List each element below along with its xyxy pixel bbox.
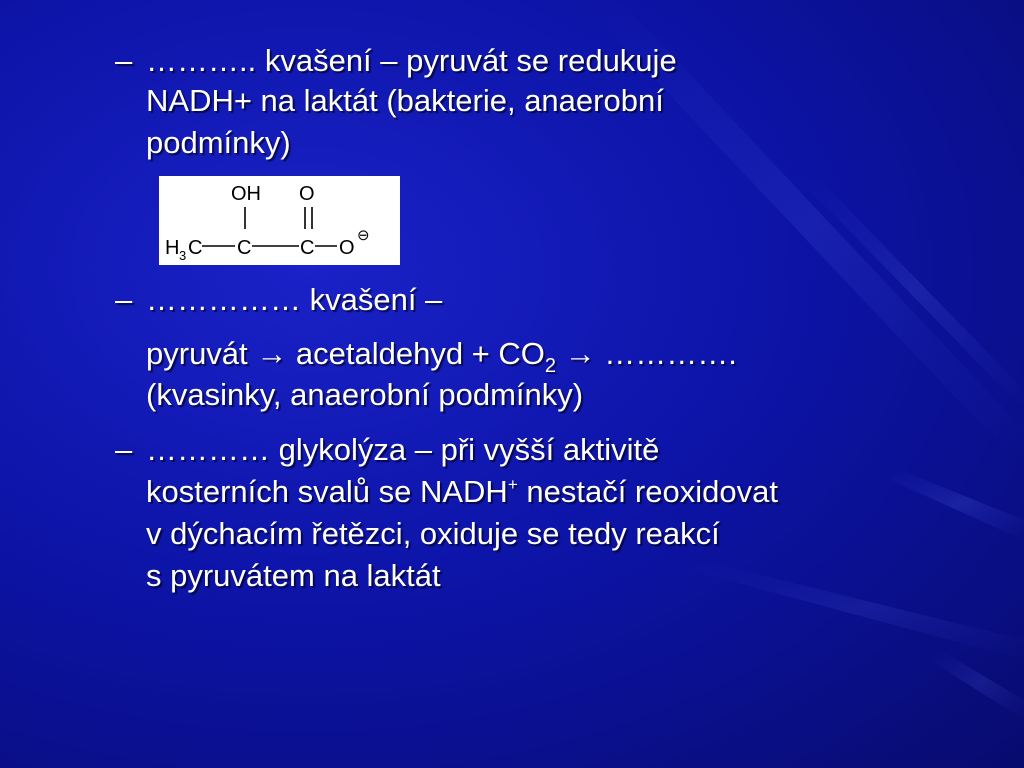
bullet3-line4: s pyruvátem na laktát bbox=[146, 558, 441, 593]
bullet-dash: – bbox=[115, 43, 133, 78]
bullet2-line3: (kvasinky, anaerobní podmínky) bbox=[146, 377, 584, 412]
bullet3-line2 bbox=[146, 471, 778, 518]
bullet1-line3: podmínky) bbox=[146, 125, 291, 160]
bullet2-line2-text-a: pyruvát → acetaldehyd + CO bbox=[146, 336, 545, 371]
formula-c-alpha: C bbox=[237, 237, 252, 259]
bullet2-line2-text-b: → …………. bbox=[556, 336, 737, 371]
bullet3-line2-text-a: kosterních svalů se NADH bbox=[146, 474, 508, 509]
bullet3-line3: v dýchacím řetězci, oxiduje se tedy reakcí bbox=[146, 516, 720, 551]
formula-negative-charge: ⊖ bbox=[357, 227, 370, 244]
nadh-superscript: + bbox=[507, 475, 518, 494]
bullet1-line2: NADH+ na laktát (bakterie, anaerobní bbox=[146, 83, 664, 118]
formula-o-carbonyl: O bbox=[299, 183, 315, 205]
lactate-formula-image bbox=[159, 176, 400, 265]
bullet-dash: – bbox=[115, 282, 133, 317]
bullet2-line1: …………… kvašení – bbox=[146, 282, 443, 317]
formula-c-methyl: C bbox=[188, 237, 203, 259]
formula-c-carboxyl: C bbox=[300, 237, 315, 259]
bullet3-line2-text-b: nestačí reoxidovat bbox=[517, 474, 778, 509]
formula-subscript-3: 3 bbox=[179, 248, 187, 263]
bullet1-line1: ……….. kvašení – pyruvát se redukuje bbox=[146, 43, 677, 78]
bullet3-line1: ………… glykolýza – při vyšší aktivitě bbox=[146, 432, 660, 467]
formula-h: H bbox=[165, 237, 180, 259]
formula-o-anion: O bbox=[339, 237, 355, 259]
formula-oh: OH bbox=[231, 183, 261, 205]
bullet-dash: – bbox=[115, 432, 133, 467]
lactate-structure-diagram bbox=[159, 176, 400, 265]
bullet2-line2 bbox=[146, 333, 737, 379]
co2-subscript: 2 bbox=[544, 355, 557, 377]
